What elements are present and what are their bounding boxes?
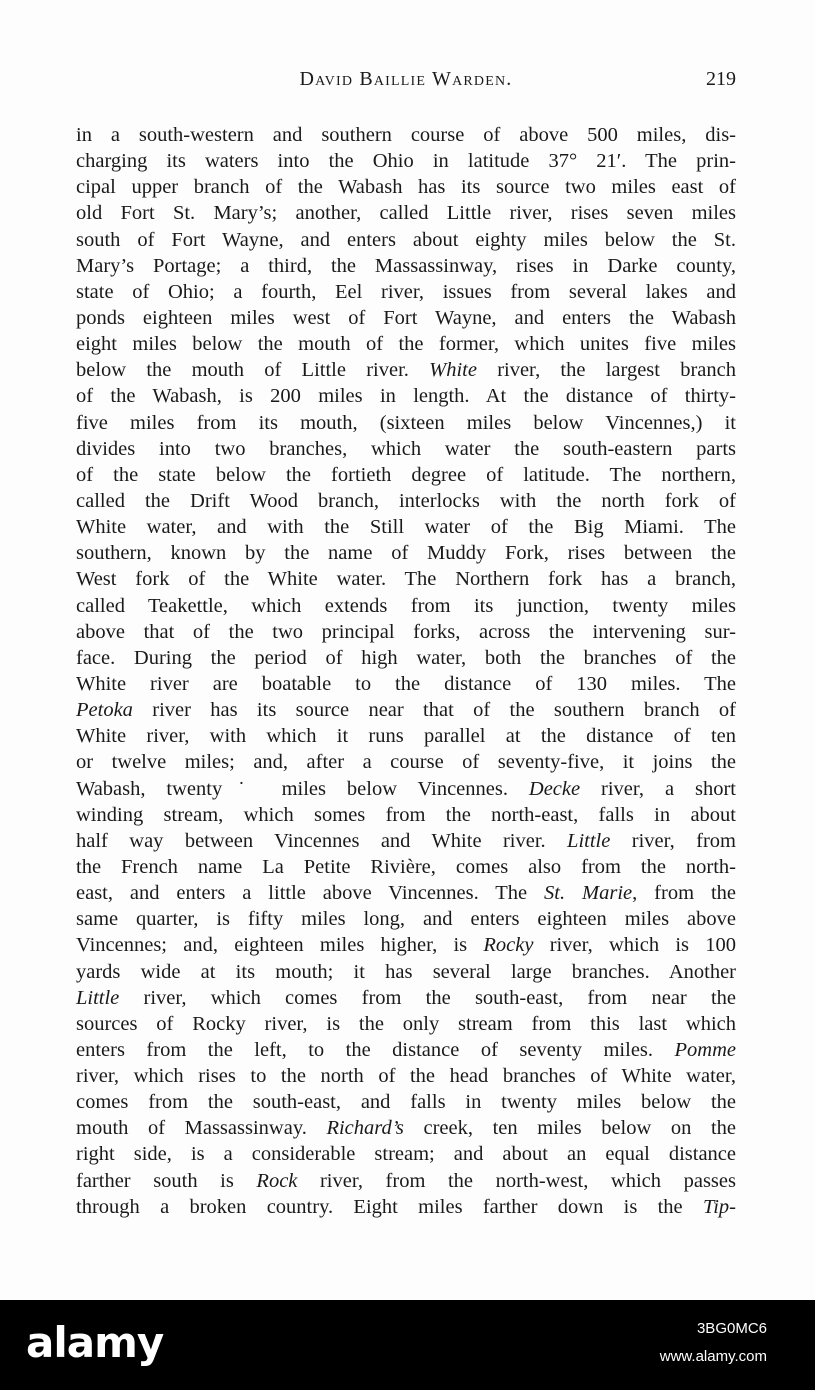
text-segment: river, which rises to the north of the head branches of White water, <box>76 1065 736 1088</box>
text-line <box>76 645 736 671</box>
text-line <box>76 985 736 1011</box>
text-segment: river, the largest branch <box>476 359 736 382</box>
text-line <box>76 227 736 253</box>
text-line <box>76 697 736 723</box>
text-line <box>76 122 736 148</box>
text-segment: of the Wabash, is 200 miles in length. At the distance of thirty- <box>76 385 736 408</box>
text-segment: river, which is 100 <box>533 934 736 957</box>
text-segment: right side, is a considerable stream; and about an equal distance <box>76 1143 736 1166</box>
running-head <box>76 68 736 98</box>
text-segment: five miles from its mouth, (sixteen miles below Vincennes,) it <box>76 411 736 434</box>
text-line <box>76 593 736 619</box>
italic-name: St. Marie <box>544 882 633 905</box>
italic-name: Rocky <box>483 934 534 957</box>
text-segment: eight miles below the mouth of the former, which unites five miles <box>76 333 736 356</box>
text-segment: comes from the south-east, and falls in twenty miles below the <box>76 1091 736 1114</box>
text-line <box>76 671 736 697</box>
text-line <box>76 619 736 645</box>
text-line <box>76 749 736 775</box>
text-line <box>76 932 736 958</box>
text-line <box>76 1037 736 1063</box>
text-segment: farther south is <box>76 1169 257 1192</box>
text-line <box>76 1089 736 1115</box>
text-segment: half way between Vincennes and White river. <box>76 829 568 852</box>
text-line <box>76 854 736 880</box>
italic-name: White <box>429 359 477 382</box>
text-segment: state of Ohio; a fourth, Eel river, issues from several lakes and <box>76 280 736 303</box>
text-line <box>76 959 736 985</box>
text-line <box>76 305 736 331</box>
text-segment: the French name La Petite Rivière, comes also from the north- <box>76 855 736 878</box>
text-segment: south of Fort Wayne, and enters about eighty miles below the St. <box>76 228 736 251</box>
text-segment: White river are boatable to the distance of 130 miles. The <box>76 672 736 695</box>
text-segment: river, from <box>610 829 736 852</box>
text-segment: , from the <box>632 882 736 905</box>
text-segment: White water, and with the Still water of the Big Miami. The <box>76 516 736 539</box>
text-line <box>76 1168 736 1194</box>
text-segment: Vincennes; and, eighteen miles higher, is <box>76 934 484 957</box>
text-segment: below the mouth of Little river. <box>76 359 430 382</box>
text-segment: river, a short <box>580 777 736 800</box>
italic-name: Tip- <box>702 1195 736 1218</box>
text-line <box>76 436 736 462</box>
text-line <box>76 1011 736 1037</box>
text-segment: creek, ten miles below on the <box>403 1117 736 1140</box>
italic-name: Rock <box>256 1169 298 1192</box>
text-segment: of the state below the fortieth degree of latitude. The northern, <box>76 463 736 486</box>
text-segment: east, and enters a little above Vincennes. The <box>76 882 545 905</box>
text-line <box>76 1194 736 1220</box>
italic-name: Petoka <box>76 699 133 722</box>
text-line <box>76 514 736 540</box>
body-text <box>76 122 736 1220</box>
text-line <box>76 1115 736 1141</box>
text-segment: old Fort St. Mary’s; another, called Little river, rises seven miles <box>76 202 736 225</box>
text-line <box>76 357 736 383</box>
text-segment: or twelve miles; and, after a course of seventy-five, it joins the <box>76 751 736 774</box>
text-segment: called the Drift Wood branch, interlocks with the north fork of <box>76 489 736 512</box>
text-segment: Mary’s Portage; a third, the Massassinway, rises in Darke county, <box>76 254 736 277</box>
text-line <box>76 148 736 174</box>
text-segment: above that of the two principal forks, across the intervening sur- <box>76 620 736 643</box>
italic-name: Richard’s <box>326 1117 404 1140</box>
text-segment: winding stream, which somes from the north-east, falls in about <box>76 803 736 826</box>
text-segment: river, from the north-west, which passes <box>297 1169 736 1192</box>
text-segment: West fork of the White water. The Northern fork has a branch, <box>76 568 736 591</box>
text-line <box>76 488 736 514</box>
text-segment: Wabash, twenty˙ miles below Vincennes. <box>76 777 529 800</box>
text-segment: face. During the period of high water, both the branches of the <box>76 646 736 669</box>
text-line <box>76 723 736 749</box>
text-line <box>76 776 736 802</box>
text-segment: river has its source near that of the southern branch of <box>132 699 736 722</box>
page-number: 219 <box>706 68 736 90</box>
text-line <box>76 540 736 566</box>
text-line <box>76 906 736 932</box>
text-line <box>76 253 736 279</box>
italic-name: Pomme <box>674 1038 736 1061</box>
running-title: David Baillie Warden. <box>299 68 513 90</box>
text-line <box>76 1141 736 1167</box>
text-segment: enters from the left, to the distance of seventy miles. <box>76 1038 675 1061</box>
text-segment: sources of Rocky river, is the only stream from this last which <box>76 1012 736 1035</box>
text-segment: mouth of Massassinway. <box>76 1117 327 1140</box>
text-segment: river, which comes from the south-east, from near the <box>119 986 736 1009</box>
text-line <box>76 462 736 488</box>
alamy-logo: alamy <box>26 1318 164 1367</box>
text-line <box>76 802 736 828</box>
text-segment: called Teakettle, which extends from its junction, twenty miles <box>76 594 736 617</box>
text-line <box>76 279 736 305</box>
text-segment: southern, known by the name of Muddy Fork, rises between the <box>76 542 736 565</box>
text-line <box>76 331 736 357</box>
text-segment: ponds eighteen miles west of Fort Wayne, and enters the Wabash <box>76 306 736 329</box>
text-line <box>76 200 736 226</box>
text-segment: in a south-western and southern course of above 500 miles, dis- <box>76 124 736 146</box>
text-segment: cipal upper branch of the Wabash has its source two miles east of <box>76 176 736 199</box>
text-line <box>76 383 736 409</box>
text-line <box>76 880 736 906</box>
footer-url: www.alamy.com <box>659 1348 767 1365</box>
watermark-footer <box>0 1300 815 1390</box>
text-line <box>76 566 736 592</box>
text-segment: same quarter, is fifty miles long, and enters eighteen miles above <box>76 908 736 931</box>
text-line <box>76 828 736 854</box>
text-segment: divides into two branches, which water the south-eastern parts <box>76 437 736 460</box>
text-segment: through a broken country. Eight miles farther down is the <box>76 1195 703 1218</box>
italic-name: Little <box>567 829 611 852</box>
text-segment: yards wide at its mouth; it has several large branches. Another <box>76 960 736 983</box>
text-segment: White river, with which it runs parallel at the distance of ten <box>76 725 736 748</box>
text-line <box>76 174 736 200</box>
text-line <box>76 410 736 436</box>
italic-name: Little <box>76 986 120 1009</box>
text-segment: charging its waters into the Ohio in latitude 37° 21′. The prin- <box>76 150 736 173</box>
text-line <box>76 1063 736 1089</box>
italic-name: Decke <box>528 777 581 800</box>
image-code: 3BG0MC6 <box>696 1320 767 1337</box>
